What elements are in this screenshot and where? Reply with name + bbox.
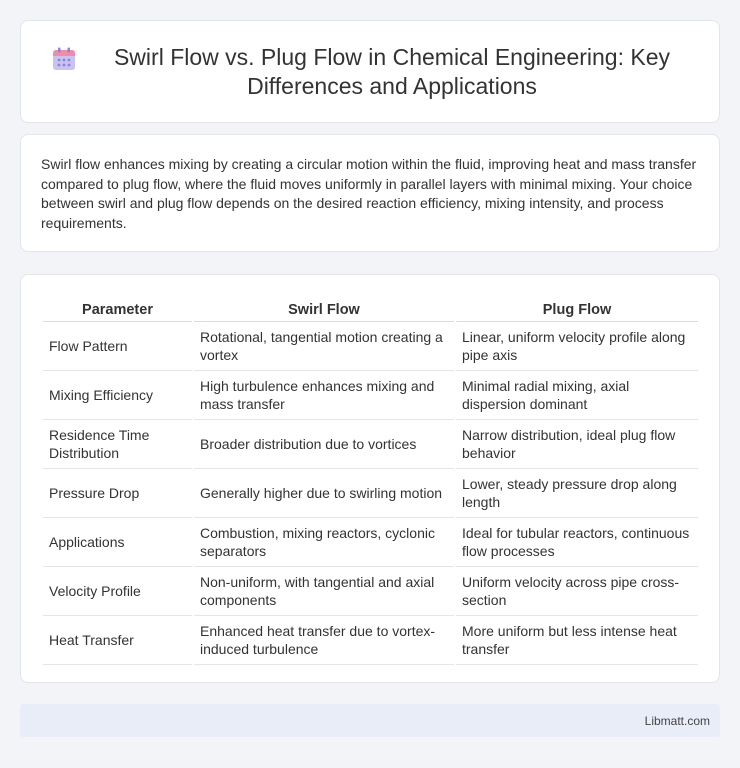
header-swirl-flow: Swirl Flow <box>193 297 455 321</box>
cell-plug: Linear, uniform velocity profile along pipe axis <box>455 321 698 370</box>
cell-swirl: Broader distribution due to vortices <box>193 419 455 468</box>
cell-plug: More uniform but less intense heat transfer <box>455 615 698 664</box>
cell-swirl: Enhanced heat transfer due to vortex-induced turbulence <box>193 615 455 664</box>
comparison-table <box>43 297 698 665</box>
table-header-row <box>43 297 698 321</box>
cell-swirl: Generally higher due to swirling motion <box>193 468 455 517</box>
intro-paragraph: Swirl flow enhances mixing by creating a circular motion within the fluid, improving heat and mass transfer compared to plug flow, where the fluid moves uniformly in parallel layers with minimal mixing. Your choice between swirl and plug flow depends on the desired reaction efficiency, mixing intensity, and process requirements. <box>41 156 697 231</box>
header-plug-flow: Plug Flow <box>455 297 698 321</box>
cell-parameter: Applications <box>43 517 193 566</box>
header-parameter: Parameter <box>43 297 193 321</box>
page-title: Swirl Flow vs. Plug Flow in Chemical Engineering: Key Differences and Applications <box>113 43 671 99</box>
table-row <box>43 321 698 370</box>
calendar-icon <box>51 46 77 72</box>
cell-parameter: Flow Pattern <box>43 321 193 370</box>
cell-parameter: Velocity Profile <box>43 566 193 615</box>
table-row <box>43 370 698 419</box>
table-row <box>43 566 698 615</box>
title-wrap <box>21 43 719 101</box>
cell-plug: Ideal for tubular reactors, continuous flow processes <box>455 517 698 566</box>
table-row <box>43 615 698 664</box>
cell-swirl: Rotational, tangential motion creating a vortex <box>193 321 455 370</box>
cell-swirl: Combustion, mixing reactors, cyclonic separators <box>193 517 455 566</box>
cell-parameter: Pressure Drop <box>43 468 193 517</box>
title-card <box>20 20 720 123</box>
intro-card <box>20 134 720 252</box>
cell-plug: Minimal radial mixing, axial dispersion dominant <box>455 370 698 419</box>
cell-swirl: High turbulence enhances mixing and mass transfer <box>193 370 455 419</box>
table-row <box>43 419 698 468</box>
cell-parameter: Mixing Efficiency <box>43 370 193 419</box>
cell-parameter: Residence Time Distribution <box>43 419 193 468</box>
footer <box>20 704 720 737</box>
cell-plug: Lower, steady pressure drop along length <box>455 468 698 517</box>
cell-plug: Uniform velocity across pipe cross-section <box>455 566 698 615</box>
table-row <box>43 517 698 566</box>
cell-parameter: Heat Transfer <box>43 615 193 664</box>
cell-plug: Narrow distribution, ideal plug flow behavior <box>455 419 698 468</box>
table-row <box>43 468 698 517</box>
cell-swirl: Non-uniform, with tangential and axial components <box>193 566 455 615</box>
footer-brand-link[interactable]: Libmatt.com <box>644 713 710 728</box>
comparison-card <box>20 274 720 683</box>
